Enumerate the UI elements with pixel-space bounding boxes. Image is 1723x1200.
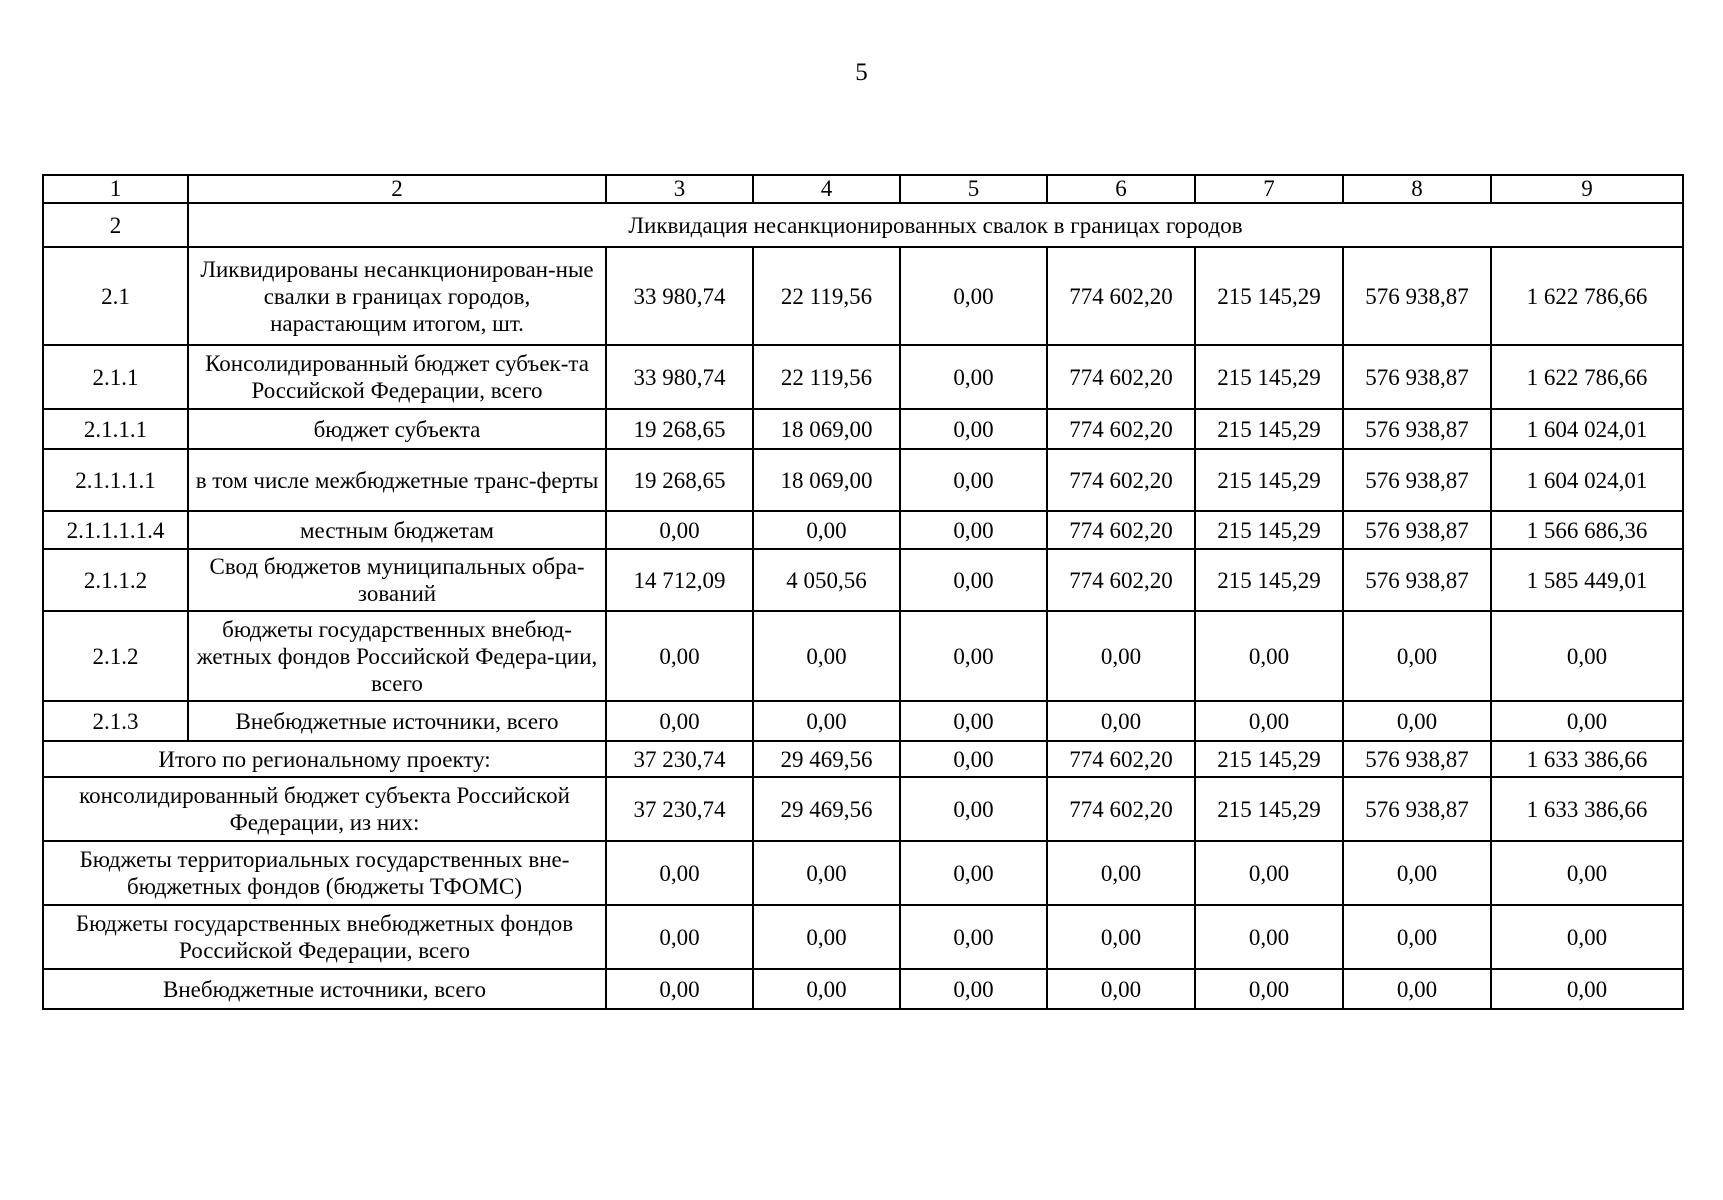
row-value: 215 145,29 (1195, 511, 1343, 549)
total-value: 0,00 (753, 905, 900, 969)
row-number: 2.1.2 (43, 611, 188, 701)
row-value: 0,00 (900, 345, 1047, 409)
column-number: 1 (43, 175, 188, 203)
column-number: 3 (606, 175, 753, 203)
row-value: 0,00 (753, 611, 900, 701)
section-number: 2 (43, 203, 188, 247)
table-row (43, 701, 1683, 741)
row-value: 215 145,29 (1195, 449, 1343, 511)
total-value: 0,00 (606, 969, 753, 1009)
row-value: 0,00 (900, 611, 1047, 701)
row-value: 33 980,74 (606, 345, 753, 409)
column-number: 4 (753, 175, 900, 203)
row-value: 576 938,87 (1343, 549, 1491, 611)
row-value: 576 938,87 (1343, 449, 1491, 511)
total-value: 0,00 (1047, 841, 1195, 905)
row-value: 774 602,20 (1047, 247, 1195, 345)
row-value: 1 566 686,36 (1491, 511, 1683, 549)
row-value: 18 069,00 (753, 409, 900, 449)
total-value: 0,00 (1343, 969, 1491, 1009)
row-value: 33 980,74 (606, 247, 753, 345)
total-value: 29 469,56 (753, 777, 900, 841)
total-value: 29 469,56 (753, 741, 900, 777)
column-number: 9 (1491, 175, 1683, 203)
row-value: 0,00 (900, 449, 1047, 511)
column-number: 7 (1195, 175, 1343, 203)
total-value: 0,00 (900, 905, 1047, 969)
row-value: 0,00 (900, 549, 1047, 611)
total-value: 0,00 (1047, 969, 1195, 1009)
budget-table (42, 174, 1684, 1010)
row-number: 2.1 (43, 247, 188, 345)
column-number-row (43, 175, 1683, 203)
total-value: 576 938,87 (1343, 741, 1491, 777)
total-name: Бюджеты территориальных государственных вне-бюджетных фондов (бюджеты ТФОМС) (43, 841, 606, 905)
row-value: 18 069,00 (753, 449, 900, 511)
row-value: 1 585 449,01 (1491, 549, 1683, 611)
row-name: Внебюджетные источники, всего (188, 701, 606, 741)
row-name: Консолидированный бюджет субъек-та Российской Федерации, всего (188, 345, 606, 409)
total-value: 0,00 (606, 841, 753, 905)
row-value: 215 145,29 (1195, 409, 1343, 449)
total-row (43, 969, 1683, 1009)
total-value: 0,00 (1047, 905, 1195, 969)
total-value: 0,00 (606, 905, 753, 969)
total-value: 0,00 (900, 841, 1047, 905)
row-name: Ликвидированы несанкционирован-ные свалки в границах городов, нарастающим итогом, шт. (188, 247, 606, 345)
row-value: 215 145,29 (1195, 549, 1343, 611)
total-value: 0,00 (1491, 841, 1683, 905)
total-name: Бюджеты государственных внебюджетных фондов Российской Федерации, всего (43, 905, 606, 969)
row-value: 576 938,87 (1343, 511, 1491, 549)
total-value: 0,00 (1195, 841, 1343, 905)
row-value: 0,00 (1491, 701, 1683, 741)
table-row (43, 611, 1683, 701)
row-value: 1 622 786,66 (1491, 345, 1683, 409)
row-value: 19 268,65 (606, 409, 753, 449)
page-number: 5 (855, 59, 868, 86)
total-value: 0,00 (1195, 905, 1343, 969)
total-row (43, 741, 1683, 777)
total-value: 1 633 386,66 (1491, 741, 1683, 777)
total-value: 215 145,29 (1195, 741, 1343, 777)
row-value: 4 050,56 (753, 549, 900, 611)
total-row (43, 777, 1683, 841)
row-value: 215 145,29 (1195, 345, 1343, 409)
row-value: 1 622 786,66 (1491, 247, 1683, 345)
row-value: 774 602,20 (1047, 409, 1195, 449)
total-name: Внебюджетные источники, всего (43, 969, 606, 1009)
column-number: 5 (900, 175, 1047, 203)
total-name: Итого по региональному проекту: (43, 741, 606, 777)
total-value: 0,00 (900, 741, 1047, 777)
row-value: 0,00 (1047, 701, 1195, 741)
total-value: 0,00 (1195, 969, 1343, 1009)
row-value: 774 602,20 (1047, 549, 1195, 611)
column-number: 8 (1343, 175, 1491, 203)
total-value: 0,00 (1343, 905, 1491, 969)
row-value: 0,00 (606, 611, 753, 701)
row-value: 0,00 (900, 511, 1047, 549)
total-value: 774 602,20 (1047, 741, 1195, 777)
row-number: 2.1.1 (43, 345, 188, 409)
row-name: бюджеты государственных внебюд-жетных фондов Российской Федера-ции, всего (188, 611, 606, 701)
total-value: 37 230,74 (606, 777, 753, 841)
row-value: 1 604 024,01 (1491, 409, 1683, 449)
table-row (43, 247, 1683, 345)
row-value: 0,00 (753, 701, 900, 741)
total-value: 0,00 (753, 841, 900, 905)
row-value: 0,00 (1343, 701, 1491, 741)
row-value: 1 604 024,01 (1491, 449, 1683, 511)
total-value: 37 230,74 (606, 741, 753, 777)
total-value: 0,00 (1491, 905, 1683, 969)
total-value: 1 633 386,66 (1491, 777, 1683, 841)
row-number: 2.1.1.2 (43, 549, 188, 611)
total-name: консолидированный бюджет субъекта Российской Федерации, из них: (43, 777, 606, 841)
table-row (43, 511, 1683, 549)
row-number: 2.1.1.1.1.4 (43, 511, 188, 549)
total-value: 0,00 (753, 969, 900, 1009)
table-row (43, 409, 1683, 449)
row-value: 14 712,09 (606, 549, 753, 611)
row-value: 0,00 (900, 701, 1047, 741)
row-value: 576 938,87 (1343, 345, 1491, 409)
row-value: 774 602,20 (1047, 449, 1195, 511)
total-row (43, 841, 1683, 905)
row-value: 0,00 (1047, 611, 1195, 701)
row-value: 576 938,87 (1343, 409, 1491, 449)
total-row (43, 905, 1683, 969)
row-value: 0,00 (606, 701, 753, 741)
table-row (43, 449, 1683, 511)
row-value: 0,00 (606, 511, 753, 549)
table-row (43, 549, 1683, 611)
total-value: 576 938,87 (1343, 777, 1491, 841)
total-value: 774 602,20 (1047, 777, 1195, 841)
row-value: 0,00 (1195, 611, 1343, 701)
row-value: 19 268,65 (606, 449, 753, 511)
row-value: 0,00 (900, 409, 1047, 449)
row-number: 2.1.3 (43, 701, 188, 741)
row-number: 2.1.1.1.1 (43, 449, 188, 511)
row-value: 215 145,29 (1195, 247, 1343, 345)
row-name: бюджет субъекта (188, 409, 606, 449)
table-row (43, 345, 1683, 409)
row-value: 0,00 (1491, 611, 1683, 701)
total-value: 0,00 (1343, 841, 1491, 905)
row-value: 0,00 (753, 511, 900, 549)
total-value: 0,00 (1491, 969, 1683, 1009)
row-value: 0,00 (900, 247, 1047, 345)
column-number: 2 (188, 175, 606, 203)
total-value: 0,00 (900, 969, 1047, 1009)
row-name: местным бюджетам (188, 511, 606, 549)
row-value: 0,00 (1343, 611, 1491, 701)
row-value: 0,00 (1195, 701, 1343, 741)
section-title: Ликвидация несанкционированных свалок в границах городов (188, 203, 1683, 247)
total-value: 0,00 (900, 777, 1047, 841)
row-number: 2.1.1.1 (43, 409, 188, 449)
row-value: 774 602,20 (1047, 511, 1195, 549)
row-value: 22 119,56 (753, 345, 900, 409)
row-value: 774 602,20 (1047, 345, 1195, 409)
total-value: 215 145,29 (1195, 777, 1343, 841)
section-row (43, 203, 1683, 247)
column-number: 6 (1047, 175, 1195, 203)
row-value: 22 119,56 (753, 247, 900, 345)
row-value: 576 938,87 (1343, 247, 1491, 345)
row-name: Свод бюджетов муниципальных обра-зований (188, 549, 606, 611)
row-name: в том числе межбюджетные транс-ферты (188, 449, 606, 511)
